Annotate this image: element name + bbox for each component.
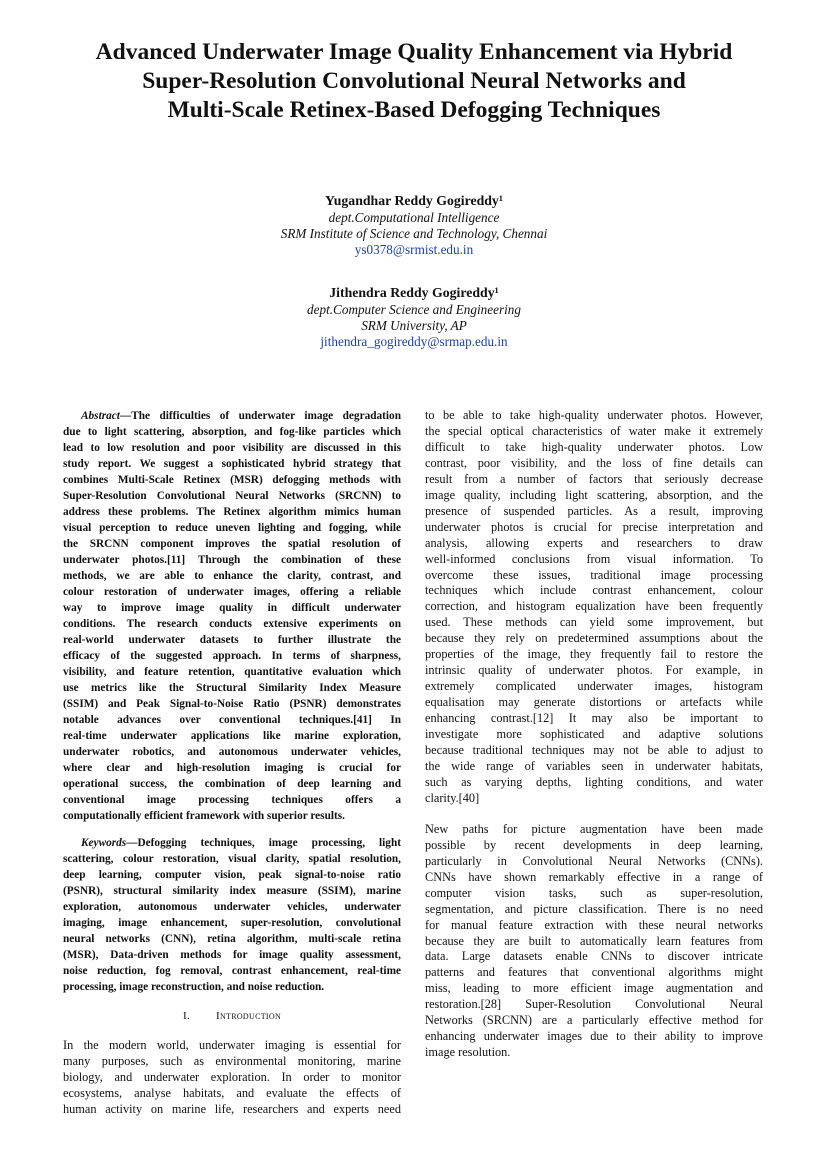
text-line: noise reduction, fog removal, contrast enhancement, real-time [63, 965, 401, 977]
text-line: lead to low resolution and poor visibility are discussed in this [63, 442, 401, 454]
title-line: Super-Resolution Convolutional Neural Networks and [142, 68, 686, 94]
text-line: particularly in Convolutional Neural Networks (CNNs). [425, 853, 763, 868]
text-line: because they are built to automatically learn features from [425, 933, 763, 948]
text-line: exploration, autonomous underwater vehicles, underwater [63, 901, 401, 913]
text-line: correction, and histogram equalization have been frequently [425, 599, 763, 614]
text-line: the special optical characteristics of water make it extremely [425, 423, 763, 438]
author-block [164, 193, 664, 258]
author-block [164, 285, 664, 350]
text-line: restoration.[28] Super-Resolution Convolutional Neural [425, 997, 763, 1012]
text-line: In the modern world, underwater imaging is essential for [63, 1037, 401, 1052]
text-line: conventional image processing techniques offers a [63, 794, 401, 806]
text-line: result from a number of factors that seriously decrease [425, 471, 763, 486]
text-line: notable advances over conventional techniques.[41] In [63, 714, 401, 726]
text-line: (SSIM) and Peak Signal-to-Noise Ratio (PSNR) demonstrates [63, 698, 401, 710]
text-line-content: —Defogging techniques, image processing, light [126, 837, 401, 849]
text-line-content: —The difficulties of underwater image degradation [119, 410, 401, 422]
text-line: overcome these issues, traditional image processing [425, 567, 763, 582]
author-email-link[interactable]: ys0378@srmist.edu.in [354, 242, 474, 257]
title-line: Advanced Underwater Image Quality Enhancement via Hybrid [95, 39, 733, 65]
text-line: address these problems. The Retinex algorithm mimics human [63, 506, 401, 518]
title-line: Multi-Scale Retinex-Based Defogging Techniques [167, 97, 661, 123]
text-line: study report. We suggest a sophisticated hybrid strategy that [63, 458, 401, 470]
author-department: dept.Computational Intelligence [328, 210, 500, 225]
text-line: equalisation may generate distortions or artefacts while [425, 695, 763, 710]
text-line: for manual feature extraction with these neural networks [425, 917, 763, 932]
author-department: dept.Computer Science and Engineering [307, 302, 521, 317]
author-institution: SRM University, AP [361, 318, 467, 333]
text-line: well-informed conclusions from visual information. To [425, 551, 763, 566]
text-line: extremely complicated underwater images, histogram [425, 679, 763, 694]
text-line: real-world underwater datasets to further illustrate the [63, 634, 401, 646]
text-line: neural networks (CNN), retina algorithm, multi-scale retina [63, 933, 401, 945]
author-name: Yugandhar Reddy Gogireddy¹ [325, 193, 503, 208]
text-line: segmentation, and picture classification. There is no need [425, 901, 763, 916]
paper-title [50, 38, 778, 125]
text-line: visibility, and feature retention, quantitative evaluation which [63, 666, 401, 678]
text-line: Super-Resolution Convolutional Neural Networks (SRCNN) to [63, 490, 401, 502]
text-line: the wide range of variables seen in underwater habitats, [425, 758, 763, 773]
text-line: computer vision tasks, such as super-resolution, [425, 885, 763, 900]
text-line: real-time underwater applications like marine exploration, [63, 730, 401, 742]
text-line: because they rely on predetermined assumptions about the [425, 631, 763, 646]
abstract-label: Abstract [81, 410, 120, 422]
keywords-label: Keywords [81, 837, 127, 849]
text-line: visual perception to reduce uneven lighting and fogging, while [63, 522, 401, 534]
text-line: difficult to take high-quality underwater photos. Low [425, 439, 763, 454]
body-paragraph [63, 1038, 401, 1118]
text-line: New paths for picture augmentation have been made [425, 821, 763, 836]
text-line: such as varying depths, lighting conditions, and water [425, 774, 763, 789]
text-line: (PSNR), structural similarity index measure (SSIM), marine [63, 885, 401, 897]
left-column [63, 408, 401, 1118]
text-line: techniques which include contrast enhancement, colour [425, 583, 763, 598]
text-line: because traditional techniques may not be able to adjust to [425, 743, 763, 758]
keywords [63, 835, 401, 995]
body-paragraph [425, 822, 763, 1061]
text-line: the SRCNN component improves the spatial resolution of [63, 538, 401, 550]
author-institution: SRM Institute of Science and Technology, Chennai [280, 226, 548, 241]
text-line: enhancing underwater images due to their ability to improve [425, 1029, 763, 1044]
text-line: operational success, the combination of deep learning and [63, 778, 401, 790]
text-line: properties of the image, they frequently fail to restore the [425, 647, 763, 662]
text-line: computationally efficient framework with superior results. [63, 810, 345, 822]
text-line: used. These methods can yield some improvement, but [425, 615, 763, 630]
text-line: due to light scattering, absorption, and fog-like particles which [63, 426, 401, 438]
text-line: possible by recent developments in deep learning, [425, 837, 763, 852]
text-line: methods, we are able to enhance the clarity, contrast, and [63, 570, 401, 582]
text-line: data. Large datasets enable CNNs to discover intricate [425, 949, 763, 964]
text-line: Networks (SRCNN) are a particularly effective method for [425, 1013, 763, 1028]
text-line: clarity.[40] [425, 790, 480, 805]
text-line: CNNs have shown remarkably effective in a range of [425, 869, 763, 884]
text-line: underwater photos.[11] Through the combination of these [63, 554, 401, 566]
text-line: underwater photos is crucial for precise interpretation and [425, 519, 763, 534]
text-line: investigate more sophisticated and adaptive solutions [425, 727, 763, 742]
text-line: colour restoration of underwater images, offering a reliable [63, 586, 401, 598]
text-line: where clear and high-resolution imaging is crucial for [63, 762, 401, 774]
text-line: image resolution. [425, 1045, 511, 1060]
author-name: Jithendra Reddy Gogireddy¹ [329, 285, 499, 300]
text-line: deep learning, computer vision, peak signal-to-noise ratio [63, 869, 401, 881]
text-line: intrinsic quality of underwater photos. For example, in [425, 663, 763, 678]
text-line: underwater robotics, and autonomous underwater vehicles, [63, 746, 401, 758]
text-line: conditions. The research conducts extensive experiments on [63, 618, 401, 630]
text-line: imaging, image enhancement, super-resolution, convolutional [63, 917, 401, 929]
text-line: biology, and underwater exploration. In order to monitor [63, 1069, 401, 1084]
text-line: contrast, poor visibility, and the loss of fine details can [425, 455, 763, 470]
text-line: human activity on marine life, researchers and experts need [63, 1101, 401, 1116]
text-line [63, 835, 401, 851]
right-column [425, 408, 763, 1061]
text-line: efficacy of the suggested approach. In terms of sharpness, [63, 650, 401, 662]
text-line: combines Multi-Scale Retinex (MSR) defogging methods with [63, 474, 401, 486]
author-email-link[interactable]: jithendra_gogireddy@srmap.edu.in [320, 334, 508, 349]
text-line: scattering, colour restoration, visual clarity, spatial resolution, [63, 853, 401, 865]
text-line: way to improve image quality in difficult underwater [63, 602, 401, 614]
section-heading [63, 1009, 401, 1025]
section-number: I. [182, 1010, 190, 1022]
text-line: (MSR), Data-driven methods for image quality assessment, [63, 949, 401, 961]
text-line: to be able to take high-quality underwater photos. However, [425, 408, 763, 422]
text-line: miss, leading to more efficient image augmentation and [425, 981, 763, 996]
abstract [63, 408, 401, 824]
text-line: many purposes, such as environmental monitoring, marine [63, 1053, 401, 1068]
section-title: Introduction [215, 1010, 282, 1022]
text-line: image quality, including light scattering, absorption, and the [425, 487, 763, 502]
text-line [63, 408, 401, 424]
text-line: enhancing contrast.[12] It may also be important to [425, 711, 763, 726]
text-line: ecosystems, analyse habitats, and evaluate the effects of [63, 1085, 401, 1100]
body-paragraph [425, 408, 763, 807]
text-line: patterns and features that conventional algorithms might [425, 965, 763, 980]
text-line: presence of suspended particles. As a result, improving [425, 503, 763, 518]
text-line: processing, image reconstruction, and noise reduction. [63, 981, 325, 993]
text-line: use metrics like the Structural Similarity Index Measure [63, 682, 401, 694]
text-line: analysis, allowing experts and researchers to draw [425, 535, 763, 550]
